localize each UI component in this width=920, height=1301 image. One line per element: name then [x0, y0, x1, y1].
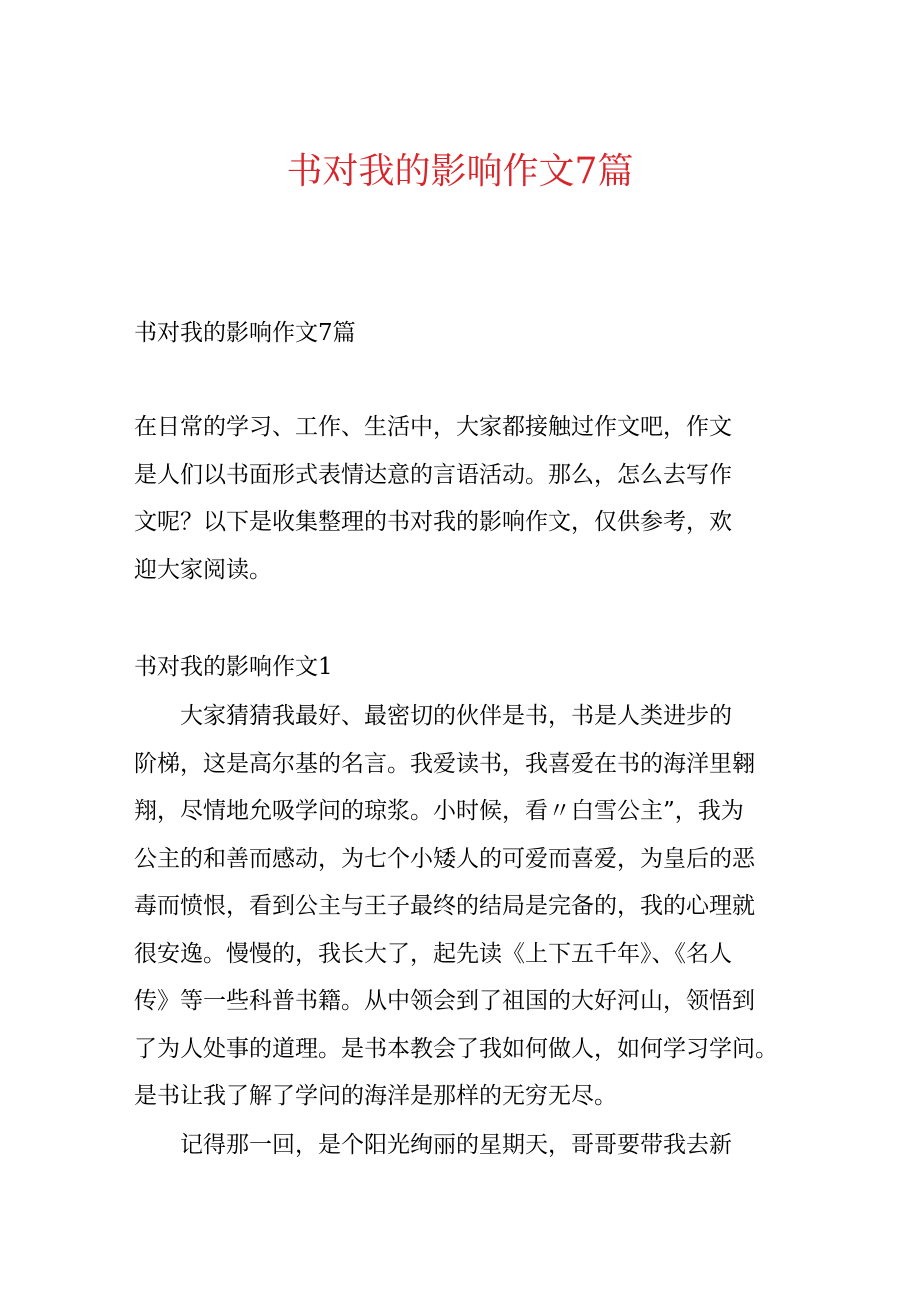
paragraph-line: 是书让我了解了学问的海洋是那样的无穷无尽。	[134, 1083, 617, 1109]
paragraph-line: 记得那一回，是个阳光绚丽的星期天，哥哥要带我去新	[134, 1132, 732, 1158]
essay-paragraph-1	[134, 693, 806, 1121]
document-subtitle: 书对我的影响作文7篇	[134, 320, 356, 346]
section-heading: 书对我的影响作文1	[134, 654, 333, 680]
intro-line: 是人们以书面形式表情达意的言语活动。那么，怎么去写作	[134, 461, 732, 488]
intro-paragraph	[134, 404, 806, 594]
paragraph-line: 毒而愤恨，看到公主与王子最终的结局是完备的，我的心理就	[134, 893, 755, 919]
paragraph-line: 传》等一些科普书籍。从中领会到了祖国的大好河山，领悟到	[134, 988, 755, 1014]
intro-line: 在日常的学习、工作、生活中，大家都接触过作文吧，作文	[134, 414, 732, 440]
paragraph-line: 大家猜猜我最好、最密切的伙伴是书，书是人类进步的	[134, 703, 732, 729]
paragraph-line: 了为人处事的道理。是书本教会了我如何做人，如何学习学问。	[134, 1035, 778, 1062]
intro-line: 迎大家阅读。	[134, 556, 272, 583]
essay-paragraph-2	[134, 1122, 806, 1170]
paragraph-line: 翔，尽情地允吸学问的琼浆。小时候，看〃白雪公主”，我为	[134, 798, 744, 824]
document-title: 书对我的影响作文7篇	[286, 151, 634, 192]
paragraph-line: 很安逸。慢慢的，我长大了，起先读《上下五千年》、《名人	[134, 940, 732, 967]
paragraph-line: 阶梯，这是高尔基的名言。我爱读书，我喜爱在书的海洋里翱	[134, 750, 755, 777]
intro-line: 文呢？以下是收集整理的书对我的影响作文，仅供参考，欢	[134, 509, 732, 535]
paragraph-line: 公主的和善而感动，为七个小矮人的可爱而喜爱，为皇后的恶	[134, 845, 755, 872]
